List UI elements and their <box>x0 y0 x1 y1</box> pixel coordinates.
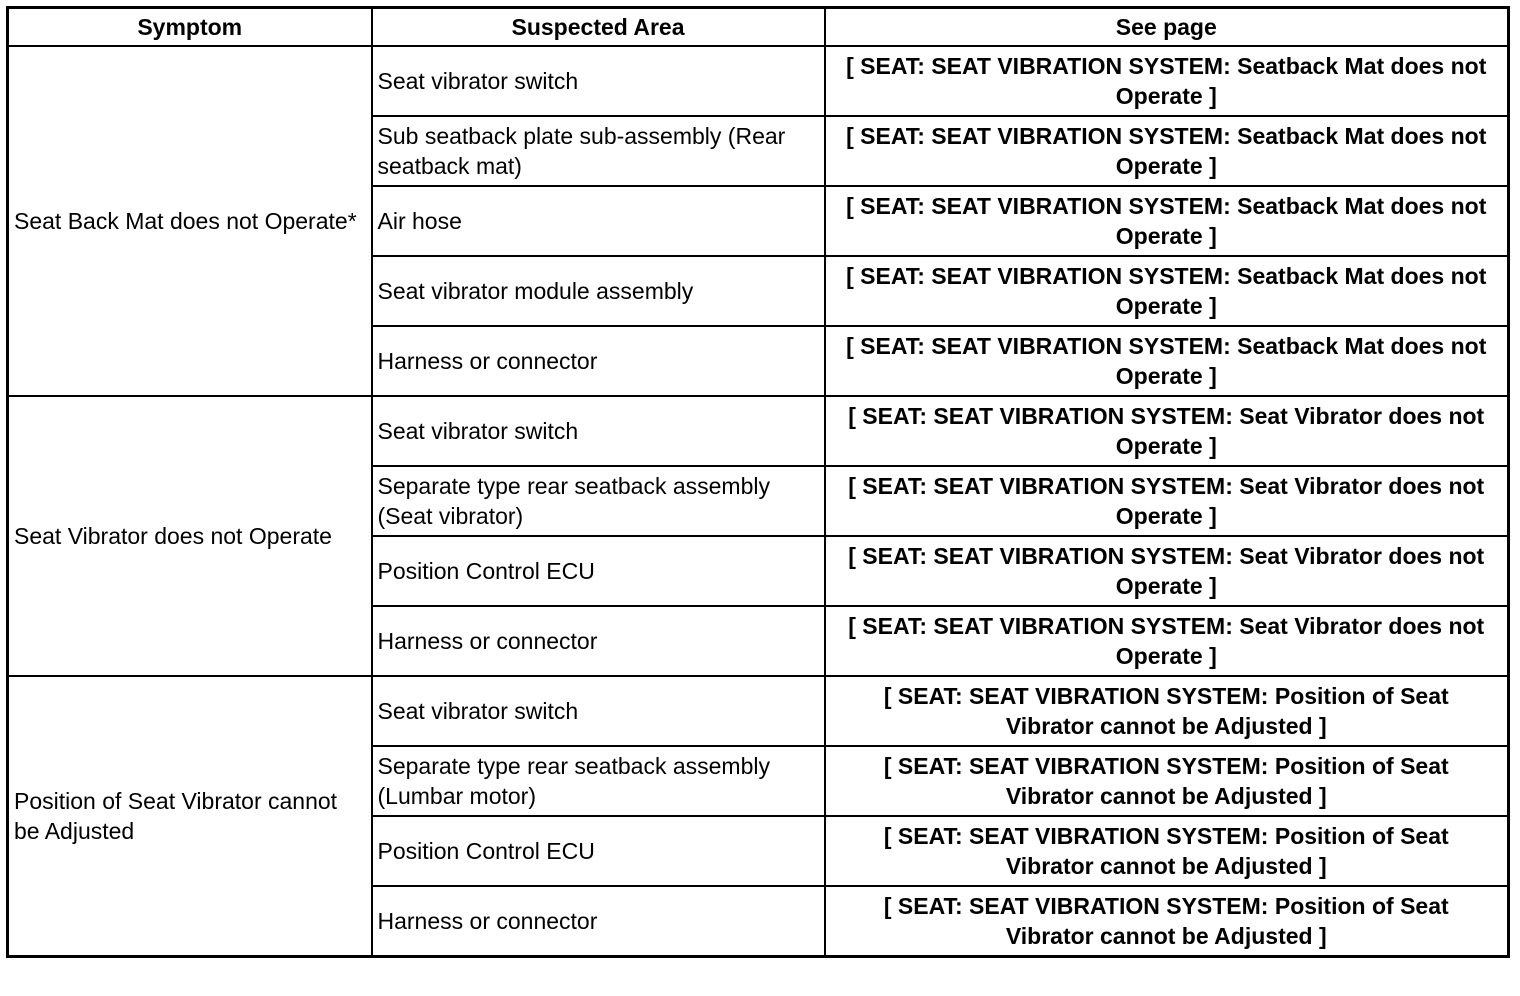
see-page-link[interactable]: [ SEAT: SEAT VIBRATION SYSTEM: Seatback Mat does not Operate ] <box>825 186 1509 256</box>
see-page-link[interactable]: [ SEAT: SEAT VIBRATION SYSTEM: Seatback Mat does not Operate ] <box>825 326 1509 396</box>
header-symptom: Symptom <box>8 8 372 47</box>
suspected-area-cell: Harness or connector <box>372 886 825 957</box>
suspected-area-cell: Harness or connector <box>372 606 825 676</box>
suspected-area-cell: Separate type rear seatback assembly (Seat vibrator) <box>372 466 825 536</box>
table-body <box>8 46 1509 957</box>
header-suspected-area: Suspected Area <box>372 8 825 47</box>
table-header-row <box>8 8 1509 47</box>
suspected-area-cell: Position Control ECU <box>372 816 825 886</box>
see-page-link[interactable]: [ SEAT: SEAT VIBRATION SYSTEM: Seatback Mat does not Operate ] <box>825 256 1509 326</box>
suspected-area-cell: Seat vibrator switch <box>372 46 825 116</box>
suspected-area-cell: Seat vibrator switch <box>372 396 825 466</box>
suspected-area-cell: Separate type rear seatback assembly (Lumbar motor) <box>372 746 825 816</box>
see-page-link[interactable]: [ SEAT: SEAT VIBRATION SYSTEM: Seat Vibrator does not Operate ] <box>825 536 1509 606</box>
see-page-link[interactable]: [ SEAT: SEAT VIBRATION SYSTEM: Seat Vibrator does not Operate ] <box>825 466 1509 536</box>
see-page-link[interactable]: [ SEAT: SEAT VIBRATION SYSTEM: Position of Seat Vibrator cannot be Adjusted ] <box>825 816 1509 886</box>
see-page-link[interactable]: [ SEAT: SEAT VIBRATION SYSTEM: Seatback Mat does not Operate ] <box>825 116 1509 186</box>
see-page-link[interactable]: [ SEAT: SEAT VIBRATION SYSTEM: Seat Vibrator does not Operate ] <box>825 606 1509 676</box>
suspected-area-cell: Air hose <box>372 186 825 256</box>
suspected-area-cell: Harness or connector <box>372 326 825 396</box>
symptom-cell: Seat Vibrator does not Operate <box>8 396 372 676</box>
see-page-link[interactable]: [ SEAT: SEAT VIBRATION SYSTEM: Position of Seat Vibrator cannot be Adjusted ] <box>825 886 1509 957</box>
table-row <box>8 676 1509 746</box>
table-row <box>8 396 1509 466</box>
symptom-cell: Seat Back Mat does not Operate* <box>8 46 372 396</box>
symptom-table-container <box>6 6 1510 958</box>
suspected-area-cell: Seat vibrator module assembly <box>372 256 825 326</box>
see-page-link[interactable]: [ SEAT: SEAT VIBRATION SYSTEM: Seat Vibrator does not Operate ] <box>825 396 1509 466</box>
see-page-link[interactable]: [ SEAT: SEAT VIBRATION SYSTEM: Position of Seat Vibrator cannot be Adjusted ] <box>825 676 1509 746</box>
suspected-area-cell: Position Control ECU <box>372 536 825 606</box>
suspected-area-cell: Seat vibrator switch <box>372 676 825 746</box>
see-page-link[interactable]: [ SEAT: SEAT VIBRATION SYSTEM: Position of Seat Vibrator cannot be Adjusted ] <box>825 746 1509 816</box>
symptom-cell: Position of Seat Vibrator cannot be Adjusted <box>8 676 372 957</box>
symptom-table <box>6 6 1510 958</box>
table-row <box>8 46 1509 116</box>
header-see-page: See page <box>825 8 1509 47</box>
suspected-area-cell: Sub seatback plate sub-assembly (Rear seatback mat) <box>372 116 825 186</box>
see-page-link[interactable]: [ SEAT: SEAT VIBRATION SYSTEM: Seatback Mat does not Operate ] <box>825 46 1509 116</box>
